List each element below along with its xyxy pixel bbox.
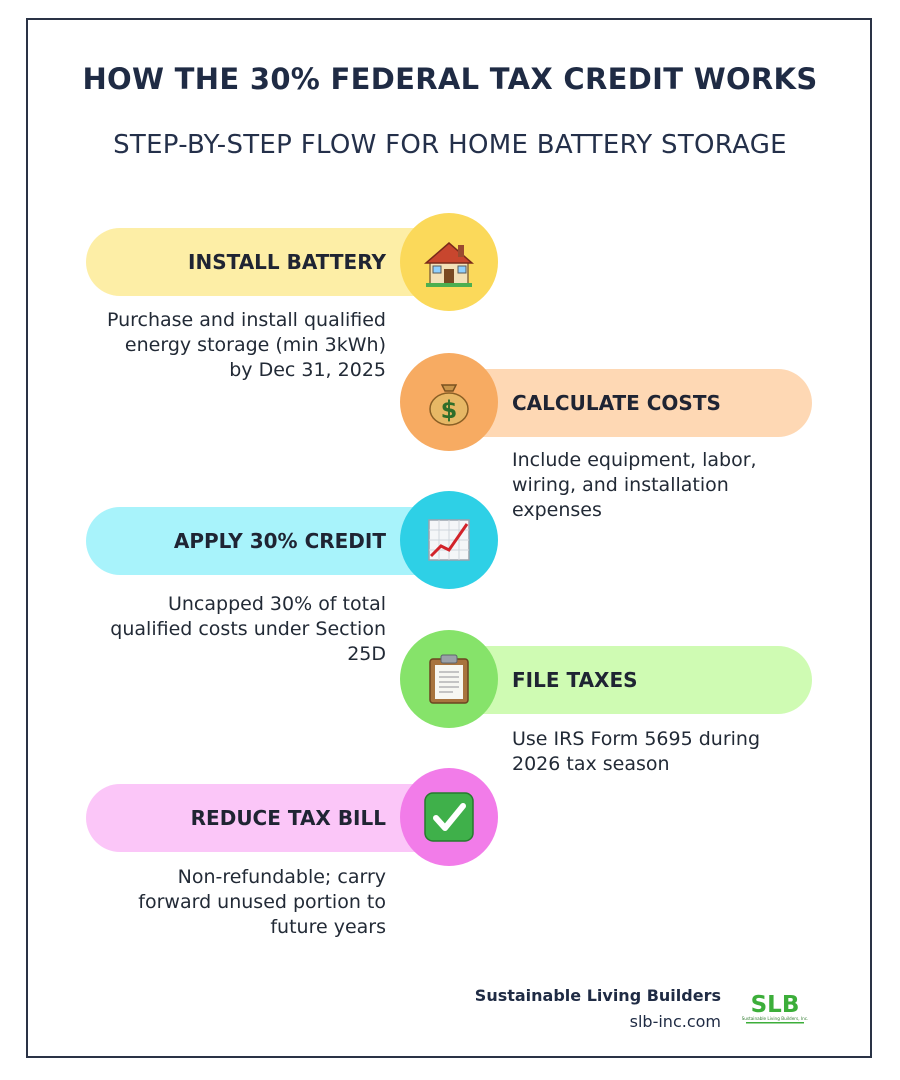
logo-text: SLB: [750, 992, 800, 1018]
step-apply-credit-description: Uncapped 30% of total qualified costs under Section 25D: [110, 593, 386, 665]
svg-text:$: $: [440, 396, 458, 424]
brand-url[interactable]: slb-inc.com: [629, 1012, 721, 1031]
check-mark-button-icon: [422, 790, 476, 844]
page-subtitle: STEP-BY-STEP FLOW FOR HOME BATTERY STORAGE: [113, 130, 787, 160]
step-label: FILE TAXES: [512, 668, 638, 692]
page-title: HOW THE 30% FEDERAL TAX CREDIT WORKS: [82, 62, 818, 96]
step-install-battery-circle: [400, 213, 498, 311]
money-bag-icon: [425, 377, 473, 427]
chart-increasing-icon: [425, 516, 473, 564]
step-reduce-tax-bill-circle: [400, 768, 498, 866]
step-install-battery-description: Purchase and install qualified energy storage (min 3kWh) by Dec 31, 2025: [106, 309, 386, 381]
house-icon: [422, 235, 476, 289]
step-label: REDUCE TAX BILL: [190, 806, 386, 830]
step-file-taxes-description: Use IRS Form 5695 during 2026 tax season: [512, 728, 761, 775]
step-calculate-costs-circle: [400, 353, 498, 451]
step-calculate-costs-description: Include equipment, labor, wiring, and installation expenses: [512, 449, 757, 521]
step-file-taxes-circle: [400, 630, 498, 728]
company-logo: [742, 990, 808, 1026]
clipboard-icon: [427, 653, 471, 705]
step-reduce-tax-bill-description: Non-refundable; carry forward unused portion to future years: [138, 866, 386, 938]
step-apply-credit-circle: [400, 491, 498, 589]
step-label: INSTALL BATTERY: [188, 250, 386, 274]
brand-name: Sustainable Living Builders: [474, 986, 721, 1005]
logo-caption: Sustainable Living Builders, Inc.: [742, 1016, 808, 1021]
step-label: CALCULATE COSTS: [512, 391, 721, 415]
step-label: APPLY 30% CREDIT: [173, 529, 386, 553]
